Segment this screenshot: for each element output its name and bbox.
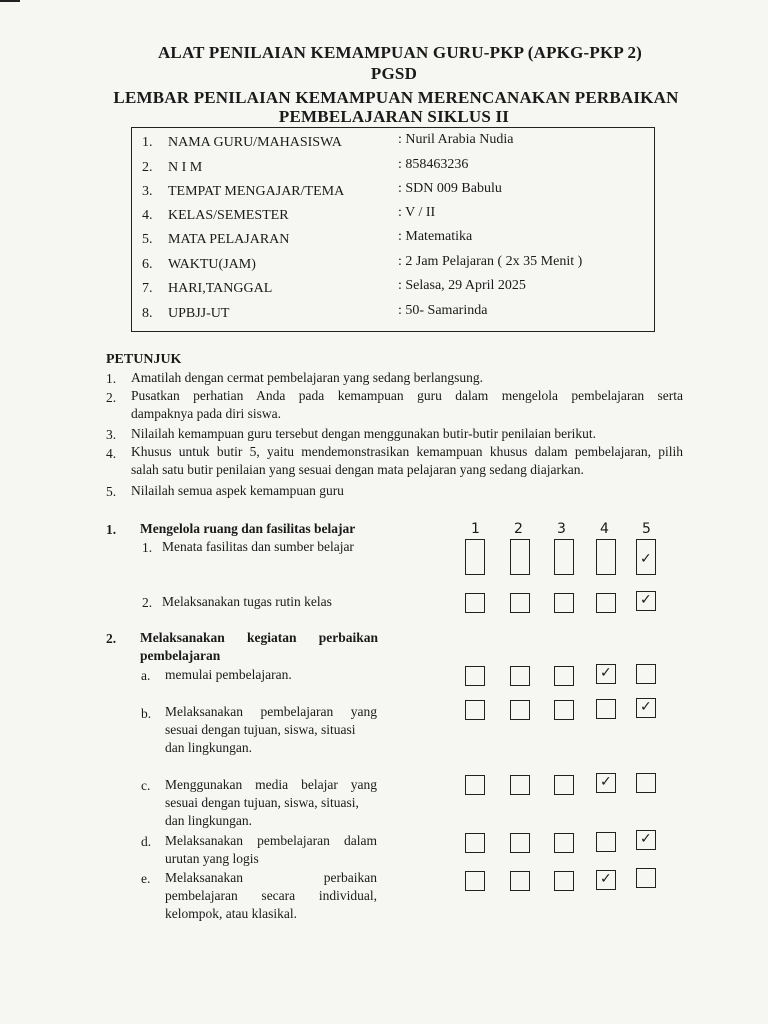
identity-box: [131, 127, 655, 332]
item-marker: d.: [141, 834, 152, 849]
identity-row: [132, 229, 654, 254]
item-line: sesuai dengan tujuan, siswa, situasi,: [165, 795, 359, 810]
rating-checkbox[interactable]: [596, 593, 616, 613]
rating-checkbox[interactable]: [636, 698, 656, 718]
identity-label: NAMA GURU/MAHASISWA: [168, 135, 342, 150]
instruction-line: Nilailah kemampuan guru tersebut dengan menggunakan butir-butir penilaian berikut.: [131, 426, 596, 441]
section-title-line: pembelajaran: [140, 648, 221, 663]
identity-row: [132, 254, 654, 279]
rating-checkbox[interactable]: [554, 775, 574, 795]
rating-checkbox[interactable]: [636, 773, 656, 793]
item-text: [165, 869, 377, 923]
rating-checkbox[interactable]: [510, 539, 530, 575]
item-text: [162, 593, 332, 611]
rating-checkbox[interactable]: [636, 868, 656, 888]
rating-checkbox[interactable]: [465, 700, 485, 720]
instruction-text: [131, 369, 681, 387]
identity-number: 8.: [142, 306, 153, 321]
instruction-line: salah satu butir penilaian yang sesuai dengan mata pelajaran yang sedang diajarkan.: [131, 462, 584, 477]
scale-label-5: 5: [642, 521, 651, 537]
identity-value: : Selasa, 29 April 2025: [398, 278, 526, 293]
instruction-line: Nilailah semua aspek kemampuan guru: [131, 483, 344, 498]
rating-checkbox[interactable]: [465, 833, 485, 853]
instruction-number: 1.: [106, 371, 117, 386]
rating-checkbox[interactable]: [596, 832, 616, 852]
item-marker: 2.: [142, 595, 153, 610]
rating-checkbox[interactable]: [596, 699, 616, 719]
rating-checkbox[interactable]: [554, 666, 574, 686]
instruction-text: [131, 482, 683, 500]
rating-checkbox[interactable]: [510, 700, 530, 720]
item-marker: c.: [141, 778, 151, 793]
item-line: urutan yang logis: [165, 851, 259, 866]
section-number: 2.: [106, 631, 117, 646]
rating-checkbox[interactable]: [636, 664, 656, 684]
instruction-text: [131, 387, 683, 423]
rating-checkbox[interactable]: [510, 593, 530, 613]
rating-checkbox[interactable]: [465, 593, 485, 613]
rating-checkbox[interactable]: [554, 871, 574, 891]
section-title: [140, 629, 378, 665]
scale-label-1: 1: [471, 521, 480, 537]
item-line: kelompok, atau klasikal.: [165, 906, 297, 921]
rating-checkbox[interactable]: [596, 773, 616, 793]
item-line: Melaksanakan pembelajaran yang: [165, 704, 377, 719]
identity-number: 1.: [142, 135, 153, 150]
identity-value: : SDN 009 Babulu: [398, 181, 502, 196]
identity-value: : 858463236: [398, 157, 469, 172]
form-title: ALAT PENILAIAN KEMAMPUAN GURU-PKP (APKG-PKP 2): [157, 43, 643, 62]
identity-number: 4.: [142, 208, 153, 223]
identity-value: : Matematika: [398, 229, 473, 244]
rating-checkbox[interactable]: [465, 666, 485, 686]
identity-label: WAKTU(JAM): [168, 257, 256, 272]
item-line: Menggunakan media belajar yang: [165, 777, 377, 792]
item-marker: 1.: [142, 540, 153, 555]
rating-checkbox[interactable]: [554, 593, 574, 613]
identity-value: : 50- Samarinda: [398, 303, 488, 318]
identity-label: N I M: [168, 160, 203, 175]
check-mark-icon: ✓: [600, 871, 612, 887]
scale-label-2: 2: [514, 521, 523, 537]
item-line: Melaksanakan tugas rutin kelas: [162, 594, 332, 609]
identity-number: 2.: [142, 160, 153, 175]
rating-checkbox[interactable]: [510, 666, 530, 686]
check-mark-icon: ✓: [600, 774, 612, 790]
identity-row: [132, 181, 654, 206]
item-text: [165, 832, 377, 868]
top-edge-line: [0, 0, 20, 2]
section-title: [140, 520, 355, 538]
rating-checkbox[interactable]: [510, 871, 530, 891]
identity-number: 7.: [142, 281, 153, 296]
rating-checkbox[interactable]: [465, 871, 485, 891]
item-text: [165, 703, 377, 757]
identity-value: : V / II: [398, 205, 436, 220]
item-marker: b.: [141, 706, 152, 721]
identity-value: : 2 Jam Pelajaran ( 2x 35 Menit ): [398, 254, 583, 269]
check-mark-icon: ✓: [640, 699, 652, 715]
check-mark-icon: ✓: [640, 831, 652, 847]
item-line: sesuai dengan tujuan, siswa, situasi: [165, 722, 356, 737]
rating-checkbox[interactable]: [636, 539, 656, 575]
instruction-text: [131, 425, 683, 443]
instruction-number: 4.: [106, 446, 117, 461]
item-text: [165, 776, 377, 830]
rating-checkbox[interactable]: [596, 664, 616, 684]
identity-row: [132, 205, 654, 230]
item-line: Melaksanakan pembelajaran dalam: [165, 833, 377, 848]
rating-checkbox[interactable]: [596, 870, 616, 890]
item-marker: e.: [141, 871, 151, 886]
item-marker: a.: [141, 668, 151, 683]
check-mark-icon: ✓: [640, 551, 652, 567]
identity-number: 3.: [142, 184, 153, 199]
item-text: [162, 538, 354, 556]
item-line: Menata fasilitas dan sumber belajar: [162, 539, 354, 554]
rating-checkbox[interactable]: [465, 775, 485, 795]
rating-checkbox[interactable]: [596, 539, 616, 575]
scale-label-3: 3: [557, 521, 566, 537]
instruction-text: [131, 443, 683, 479]
instruction-line: Khusus untuk butir 5, yaitu mendemonstrasikan kemampuan khusus dalam pembelajaran, pilih: [131, 444, 683, 459]
identity-label: KELAS/SEMESTER: [168, 208, 289, 223]
identity-row: [132, 157, 654, 182]
check-mark-icon: ✓: [640, 592, 652, 608]
sheet-subtitle: PEMBELAJARAN SIKLUS II: [278, 107, 510, 126]
rating-checkbox[interactable]: [554, 700, 574, 720]
instruction-line: Amatilah dengan cermat pembelajaran yang sedang berlangsung.: [131, 370, 483, 385]
identity-row: [132, 132, 654, 157]
instruction-line: dampaknya pada diri siswa.: [131, 406, 281, 421]
item-line: pembelajaran secara individual,: [165, 888, 377, 903]
identity-label: UPBJJ-UT: [168, 306, 230, 321]
sheet-title: LEMBAR PENILAIAN KEMAMPUAN MERENCANAKAN PERBAIKAN: [113, 88, 679, 107]
item-line: dan lingkungan.: [165, 813, 252, 828]
instruction-number: 3.: [106, 427, 117, 442]
identity-label: TEMPAT MENGAJAR/TEMA: [168, 184, 345, 199]
item-line: dan lingkungan.: [165, 740, 252, 755]
item-text: [165, 666, 292, 684]
identity-row: [132, 278, 654, 303]
rating-checkbox[interactable]: [636, 591, 656, 611]
instruction-line: Pusatkan perhatian Anda pada kemampuan guru dalam mengelola pembelajaran serta: [131, 388, 683, 403]
identity-row: [132, 303, 654, 328]
rating-checkbox[interactable]: [554, 539, 574, 575]
rating-checkbox[interactable]: [510, 833, 530, 853]
identity-label: HARI,TANGGAL: [168, 281, 273, 296]
instruction-number: 2.: [106, 390, 117, 405]
check-mark-icon: ✓: [600, 665, 612, 681]
item-line: Melaksanakan perbaikan: [165, 870, 377, 885]
form-subtitle-pgsd: PGSD: [370, 64, 418, 83]
section-number: 1.: [106, 522, 117, 537]
identity-number: 6.: [142, 257, 153, 272]
instruction-number: 5.: [106, 484, 117, 499]
instructions-heading: PETUNJUK: [106, 352, 182, 367]
identity-label: MATA PELAJARAN: [168, 232, 290, 247]
rating-checkbox[interactable]: [465, 539, 485, 575]
item-line: memulai pembelajaran.: [165, 667, 292, 682]
rating-checkbox[interactable]: [554, 833, 574, 853]
scale-label-4: 4: [600, 521, 609, 537]
identity-number: 5.: [142, 232, 153, 247]
identity-value: : Nuril Arabia Nudia: [398, 132, 514, 147]
rating-checkbox[interactable]: [510, 775, 530, 795]
section-title-line: Mengelola ruang dan fasilitas belajar: [140, 521, 356, 536]
rating-checkbox[interactable]: [636, 830, 656, 850]
section-title-line: Melaksanakan kegiatan perbaikan: [140, 630, 378, 645]
